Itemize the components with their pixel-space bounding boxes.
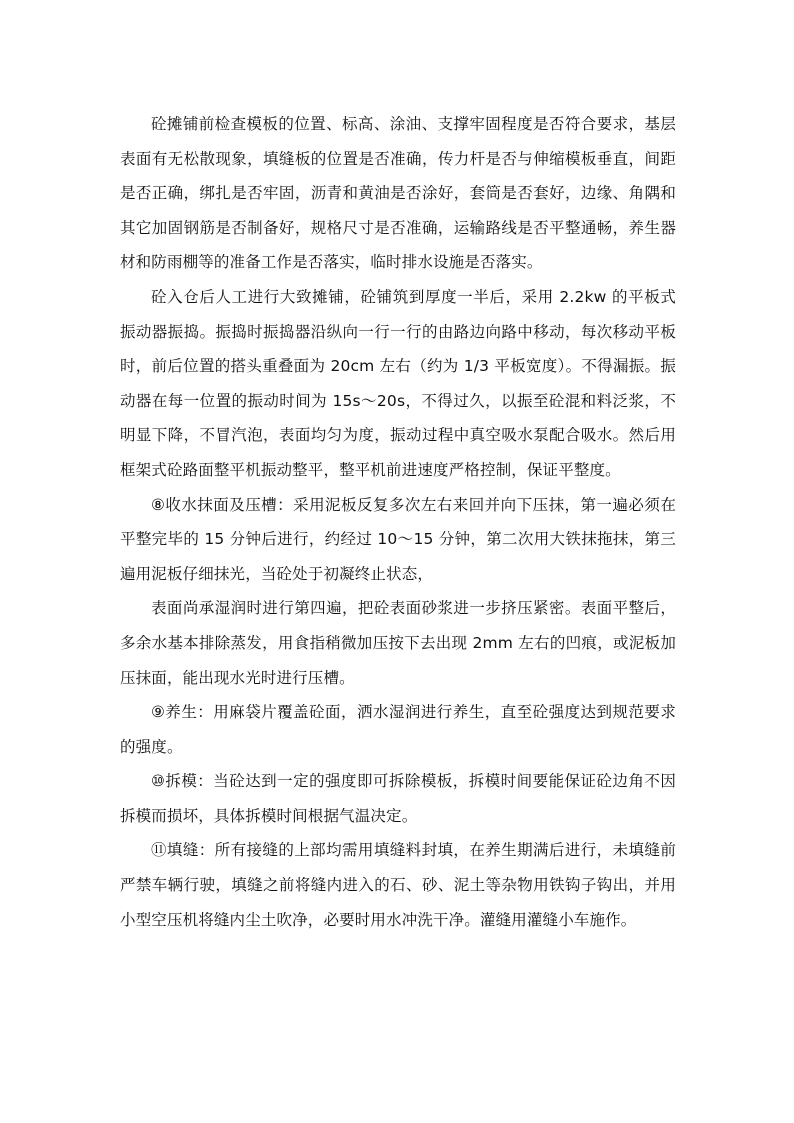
paragraph-vibration-compaction: 砼入仓后人工进行大致摊铺，砼铺筑到厚度一半后，采用 2.2kw 的平板式振动器振捣。振捣时振捣器沿纵向一行一行的由路边向路中移动，每次移动平板时，前后位置的搭头重叠面为 20cm 左右（约为 1/3 平板宽度）。不得漏振。振动器在每一位置的振动时间为 15s～20s，不得过久，以振至砼混和料泛浆，不明显下降，不冒汽泡，表面均匀为度，振动过程中真空吸水泵配合吸水。然后用框架式砼路面整平机振动整平，整平机前进速度严格控制，保证平整度。 — [120, 287, 676, 479]
paragraph-curing: ⑨养生：用麻袋片覆盖砼面，洒水湿润进行养生，直至砼强度达到规范要求的强度。 — [120, 703, 676, 756]
paragraph-formwork-inspection: 砼摊铺前检查模板的位置、标高、涂油、支撑牢固程度是否符合要求，基层表面有无松散现象，填缝板的位置是否准确，传力杆是否与伸缩模板垂直，间距是否正确，绑扎是否牢固，沥青和黄油是否涂好，套筒是否套好，边缘、角隅和其它加固钢筋是否制备好，规格尺寸是否准确，运输路线是否平整通畅，养生器材和防雨棚等的准备工作是否落实，临时排水设施是否落实。 — [120, 115, 676, 272]
paragraph-joint-filling: ⑪填缝：所有接缝的上部均需用填缝料封填，在养生期满后进行，未填缝前严禁车辆行驶，填缝之前将缝内进入的石、砂、泥土等杂物用铁钩子钩出，并用小型空压机将缝内尘土吹净，必要时用水冲洗干净。灌缝用灌缝小车施作。 — [120, 841, 676, 929]
paragraph-formwork-removal: ⑩拆模：当砼达到一定的强度即可拆除模板，拆模时间要能保证砼边角不因拆模而损坏，具体拆模时间根据气温决定。 — [120, 772, 676, 825]
document-body — [120, 107, 676, 937]
paragraph-surface-finishing: ⑧收水抹面及压槽：采用泥板反复多次左右来回并向下压抹，第一遍必须在平整完毕的 15 分钟后进行，约经过 10～15 分钟，第二次用大铁抹拖抹，第三遍用泥板仔细抹光，当砼处于初凝终止状态， — [120, 495, 676, 583]
paragraph-grooving: 表面尚承湿润时进行第四遍，把砼表面砂浆进一步挤压紧密。表面平整后，多余水基本排除蒸发，用食指稍微加压按下去出现 2mm 左右的凹痕，或泥板加压抹面，能出现水光时进行压槽。 — [120, 599, 676, 687]
